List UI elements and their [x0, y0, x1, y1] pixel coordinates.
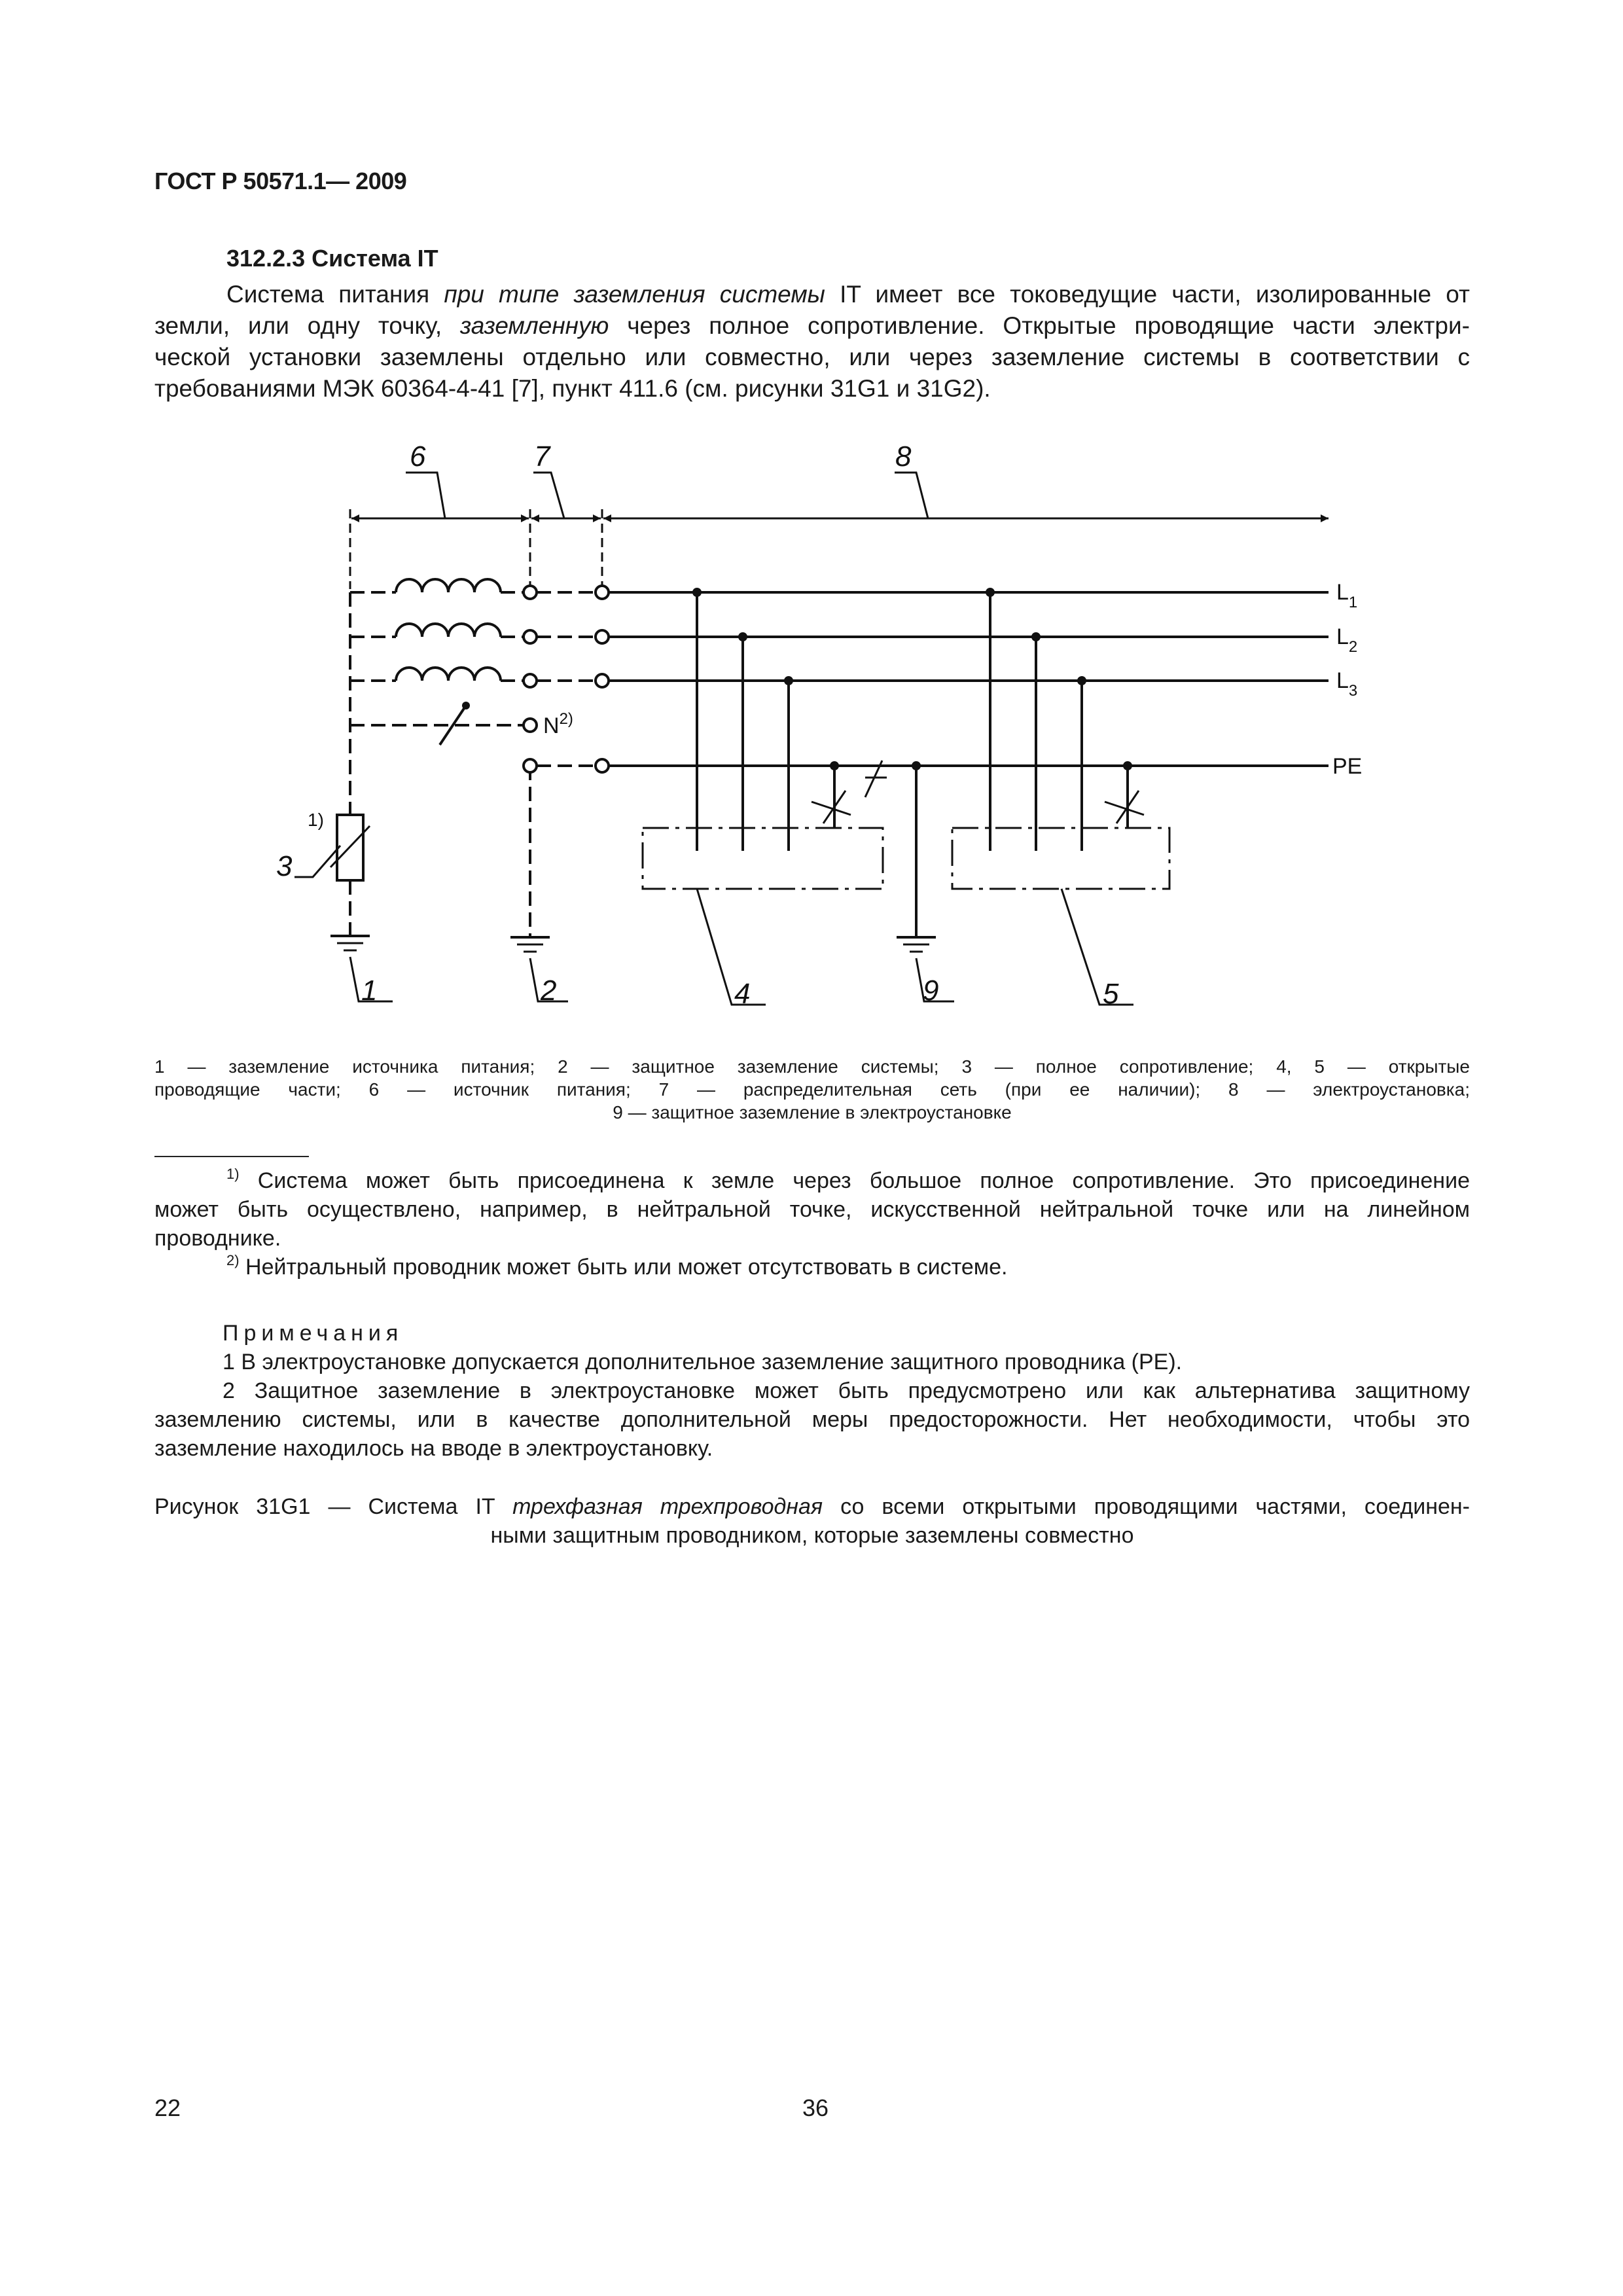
junction-eq4-l1: [692, 588, 702, 597]
neutral-switch-dot: [462, 702, 470, 709]
terminal-source-l1: [524, 586, 537, 599]
terminal-network-l3: [596, 674, 609, 687]
line-label-pe: PE: [1332, 754, 1363, 779]
footnote-1-line-1: $^{1)}$ Система может быть присоединена к земле через большое полное сопротивление. Это присоединение: [226, 1166, 1470, 1193]
caption-line-2: ными защитным проводником, которые заземлены совместно: [490, 1523, 1134, 1548]
footnote-1-line-3: проводнике.: [154, 1226, 281, 1251]
note-2-line-3: заземление находилось на вводе в электроустановку.: [154, 1436, 713, 1461]
footnote-rule: [154, 1156, 309, 1157]
terminal-network-l1: [596, 586, 609, 599]
callout-label-5: 5: [1103, 978, 1119, 1010]
page-number-left: 22: [154, 2094, 181, 2121]
intro-line-1: Система питания при типе заземления системы IT имеет все токоведущие части, изолированные от: [226, 281, 1471, 308]
legend-line-2: проводящие части; 6 — источник питания; 7 — распределительная сеть (при ее наличии); 8 — электроустановка;: [154, 1079, 1470, 1100]
callout-5-leader: [1061, 889, 1133, 1005]
intro-line-4: требованиями МЭК 60364-4-41 [7], пункт 411.6 (см. рисунки 31G1 и 31G2).: [154, 375, 991, 402]
junction-eq5-l2: [1031, 632, 1041, 641]
terminal-source-l2: [524, 630, 537, 643]
note-2-line-1: 2 Защитное заземление в электроустановке может быть предусмотрено или как альтернатива защитному: [223, 1378, 1470, 1403]
earth-symbol-2: [510, 937, 550, 952]
intro-line-3: ческой установки заземлены отдельно или совместно, или через заземление системы в соответствии с: [154, 344, 1470, 370]
footnote-2: $^{2)}$ Нейтральный проводник может быть или может отсутствовать в системе.: [226, 1252, 1008, 1280]
callout-label-1: 1: [361, 975, 378, 1007]
caption-line-1: Рисунок 31G1 — Система IT трехфазная трехпроводная со всеми открытыми проводящими частями, соединен-: [154, 1494, 1470, 1519]
junction-eq4-pe: [830, 761, 839, 770]
zone-label-8: 8: [895, 440, 912, 473]
junction-eq5-pe: [1123, 761, 1132, 770]
junction-eq4-l2: [738, 632, 747, 641]
terminal-network-l2: [596, 630, 609, 643]
terminal-source-pe: [524, 759, 537, 772]
line-label-l3: $L_3$: [1336, 668, 1358, 700]
junction-eq5-l3: [1077, 676, 1086, 685]
junction-eq4-l3: [784, 676, 793, 685]
impedance-callout-leader: [294, 846, 340, 877]
legend-line-3: 9 — защитное заземление в электроустановке: [613, 1102, 1012, 1122]
intro-line-2: земли, или одну точку, заземленную через полное сопротивление. Открытые проводящие части электри-: [154, 312, 1470, 339]
neutral-label: $N^{2)}$: [543, 710, 573, 738]
zone-7-pointer: [533, 473, 564, 518]
note-1: 1 В электроустановке допускается дополнительное заземление защитного проводника (PE).: [223, 1350, 1183, 1374]
notes-block: [154, 1319, 1470, 1463]
zone-label-7: 7: [534, 440, 550, 473]
figure-legend: [154, 1055, 1470, 1124]
document-header: ГОСТ Р 50571.1— 2009: [154, 168, 407, 194]
footnotes: [154, 1166, 1470, 1282]
winding-1: [350, 579, 524, 592]
note-2-line-2: заземлению системы, или в качестве дополнительной меры предосторожности. Нет необходимости, чтобы это: [154, 1407, 1470, 1432]
callout-4-leader: [697, 889, 766, 1005]
callout-label-4: 4: [734, 978, 751, 1010]
footnote-1-line-2: может быть осуществлено, например, в нейтральной точке, искусственной нейтральной точке или на линейном: [154, 1197, 1470, 1222]
zone-6-pointer: [406, 473, 445, 518]
junction-eq5-l1: [986, 588, 995, 597]
impedance-footnote-mark: 1): [308, 810, 324, 830]
zone-label-6: 6: [410, 440, 426, 473]
line-label-l1: $L_1$: [1336, 580, 1358, 611]
figure-caption: [154, 1492, 1470, 1550]
zone-8-pointer: [895, 473, 928, 518]
winding-2: [350, 624, 524, 637]
earth-symbol-9: [897, 937, 936, 952]
exposed-part-4: [643, 828, 883, 889]
exposed-part-5: [952, 828, 1169, 889]
winding-3: [350, 668, 524, 681]
terminal-source-l3: [524, 674, 537, 687]
page-number-center: 36: [802, 2094, 829, 2121]
terminal-source-n: [524, 719, 537, 732]
earth-symbol-1: [330, 936, 370, 950]
callout-label-9: 9: [923, 975, 939, 1007]
intro-paragraph: [154, 279, 1470, 404]
callout-label-3: 3: [276, 850, 293, 882]
line-label-l2: $L_2$: [1336, 624, 1358, 656]
section-title: 312.2.3 Система IT: [226, 245, 438, 272]
junction-earth9: [912, 761, 921, 770]
callout-label-2: 2: [541, 975, 557, 1007]
terminal-network-pe: [596, 759, 609, 772]
it-system-diagram: [249, 432, 1414, 1021]
legend-line-1: 1 — заземление источника питания; 2 — защитное заземление системы; 3 — полное сопротивление; 4, 5 — открытые: [154, 1056, 1470, 1077]
notes-title: Примечания: [223, 1321, 404, 1346]
